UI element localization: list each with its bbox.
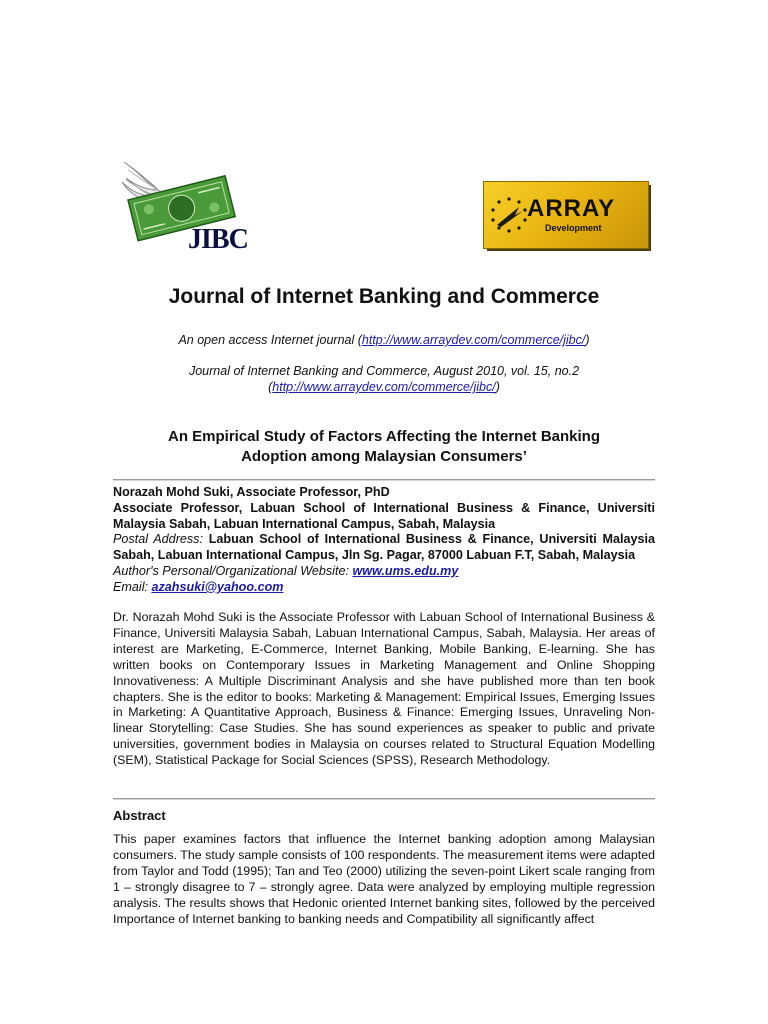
author-website	[113, 564, 655, 580]
author-affiliation: Associate Professor, Labuan School of International Business & Finance, Universiti Malaysia Sabah, Labuan International Campus, Sabah, Malaysia	[113, 500, 655, 531]
email-link[interactable]: azahsuki@yahoo.com	[151, 579, 284, 594]
citation-url-suffix: )	[495, 380, 500, 394]
website-label: Author's Personal/Organizational Website:	[113, 563, 349, 578]
postal-address-value: Labuan School of International Business & Finance, Universiti Malaysia Sabah, Labuan International Campus, Jln Sg. Pagar, 87000 Labuan F.T, Sabah, Malaysia	[113, 532, 655, 563]
author-bio: Dr. Norazah Mohd Suki is the Associate Professor with Labuan School of International Business & Finance, Universiti Malaysia Sabah, Labuan International Campus, Sabah, Malaysia. Her areas of interest are Marketing, E-Commerce, Internet Banking, Mobile Banking, E-learning. She has written books on Contemporary Issues in Marketing Management and Online Shopping Innovativeness: A Multiple Discriminant Analysis and she have published more than ten book chapters. She is the editor to books: Marketing & Management: Empirical Issues, Emerging Issues in Marketing: A Quantitative Approach, Business & Finance: Emerging Issues, Unraveling Non-linear Storytelling: Case Studies. She has sound experiences as speaker to public and private universities, government bodies in Malaysia on courses related to Structural Equation Modelling (SEM), Statistical Package for Social Sciences (SPSS), Research Methodology.	[113, 610, 655, 768]
divider-top	[113, 479, 655, 481]
jibc-logo	[118, 160, 258, 260]
array-logo-text: ARRAY	[527, 195, 616, 222]
open-access-line	[0, 333, 768, 347]
jibc-logo-text: JIBC	[188, 224, 248, 255]
citation-line: Journal of Internet Banking and Commerce, August 2010, vol. 15, no.2	[188, 364, 580, 378]
array-star-icon	[489, 195, 529, 235]
citation-url-line	[0, 380, 768, 394]
email-label: Email:	[113, 579, 148, 594]
website-link[interactable]: www.ums.edu.my	[352, 563, 459, 578]
abstract-text: This paper examines factors that influence the Internet banking adoption among Malaysian consumers. The study sample consists of 100 respondents. The measurement items were adapted from Taylor and Todd (1995); Tan and Teo (2000) utilizing the seven-point Likert scale ranging from 1 – strongly disagree to 7 – strongly agree. Data were analyzed by employing multiple regression analysis. The results shows that Hedonic oriented Internet banking sites, followed by the perceived Importance of Internet banking to banking needs and Compatibility all significantly affect	[113, 832, 655, 926]
author-name: Norazah Mohd Suki, Associate Professor, PhD	[113, 485, 390, 499]
author-email	[113, 580, 655, 596]
abstract-heading: Abstract	[113, 808, 166, 823]
author-info	[113, 485, 655, 596]
postal-address-label: Postal Address:	[113, 532, 203, 547]
citation-url-prefix: (	[268, 380, 273, 394]
open-access-prefix: An open access Internet journal (	[178, 333, 362, 347]
paper-title	[110, 427, 658, 467]
divider-bottom	[113, 798, 655, 800]
array-logo-subtext: Development	[545, 223, 602, 233]
paper-title-line-1: An Empirical Study of Factors Affecting the Internet Banking	[168, 428, 600, 445]
journal-title: Journal of Internet Banking and Commerce	[168, 285, 600, 308]
paper-title-line-2: Adoption among Malaysian Consumers’	[241, 448, 527, 465]
array-development-logo	[483, 181, 651, 251]
postal-address	[113, 532, 655, 564]
journal-url-link[interactable]: http://www.arraydev.com/commerce/jibc/	[361, 333, 586, 347]
open-access-suffix: )	[585, 333, 590, 347]
citation-url-link[interactable]: http://www.arraydev.com/commerce/jibc/	[272, 380, 496, 394]
